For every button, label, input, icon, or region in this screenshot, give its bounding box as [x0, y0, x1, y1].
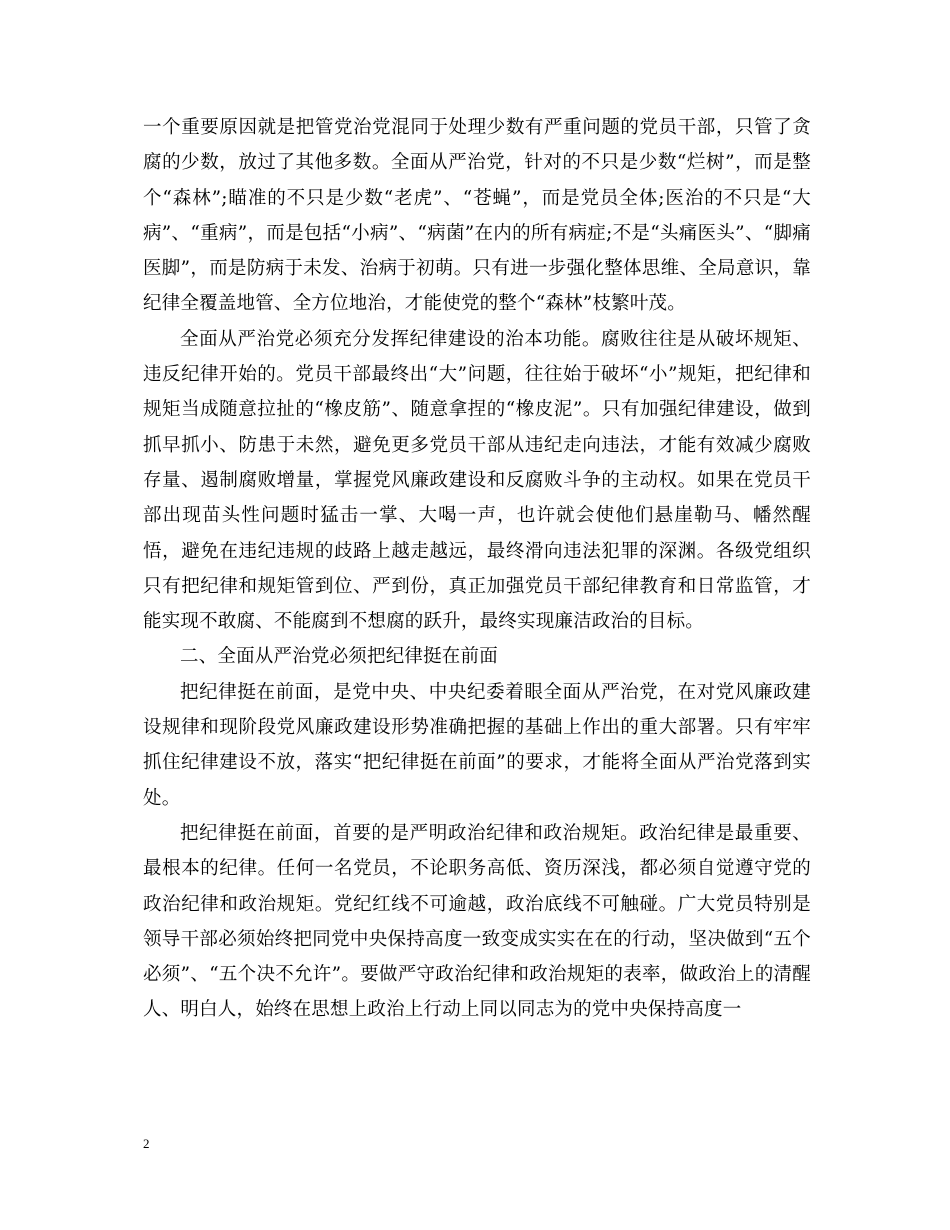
section-heading: 二、全面从严治党必须把纪律挺在前面	[180, 646, 498, 668]
paragraph-1: 一个重要原因就是把管党治党混同于处理少数有严重问题的党员干部，只管了贪腐的少数，放过了其他多数。全面从严治党，针对的不只是少数“烂树”，而是整个“森林”;瞄准的不只是少数“老虎”、“苍蝇”，而是党员全体;医治的不只是“大病”、“重病”，而是包括“小病”、“病菌”在内的所有病症;不是“头痛医头”、“脚痛医脚”，而是防病于未发、治病于初萌。只有进一步强化整体思维、全局意识，靠纪律全覆盖地管、全方位地治，才能使党的整个“森林”枝繁叶茂。	[143, 117, 811, 315]
page-number: 2	[143, 1136, 150, 1151]
paragraph-2: 全面从严治党必须充分发挥纪律建设的治本功能。腐败往往是从破坏规矩、违反纪律开始的。党员干部最终出“大”问题，往往始于破坏“小”规矩，把纪律和规矩当成随意拉扯的“橡皮筋”、随意拿捏的“橡皮泥”。只有加强纪律建设，做到抓早抓小、防患于未然，避免更多党员干部从违纪走向违法，才能有效减少腐败存量、遏制腐败增量，掌握党风廉政建设和反腐败斗争的主动权。如果在党员干部出现苗头性问题时猛击一掌、大喝一声，也许就会使他们悬崖勒马、幡然醒悟，避免在违纪违规的歧路上越走越远，最终滑向违法犯罪的深渊。各级党组织只有把纪律和规矩管到位、严到份，真正加强党员干部纪律教育和日常监管，才能实现不敢腐、不能腐到不想腐的跃升，最终实现廉洁政治的目标。	[143, 328, 811, 633]
paragraph-4: 把纪律挺在前面，首要的是严明政治纪律和政治规矩。政治纪律是最重要、最根本的纪律。任何一名党员，不论职务高低、资历深浅，都必须自觉遵守党的政治纪律和政治规矩。党纪红线不可逾越，政治底线不可触碰。广大党员特别是领导干部必须始终把同党中央保持高度一致变成实实在在的行动，坚决做到“五个必须”、“五个决不允许”。要做严守政治纪律和政治规矩的表率，做政治上的清醒人、明白人，始终在思想上政治上行动上同以同志为的党中央保持高度一	[143, 822, 811, 1021]
paragraph-3: 把纪律挺在前面，是党中央、中央纪委着眼全面从严治党，在对党风廉政建设规律和现阶段党风廉政建设形势准确把握的基础上作出的重大部署。只有牢牢抓住纪律建设不放，落实“把纪律挺在前面”的要求，才能将全面从严治党落到实处。	[143, 681, 811, 809]
document-body	[143, 110, 811, 1028]
